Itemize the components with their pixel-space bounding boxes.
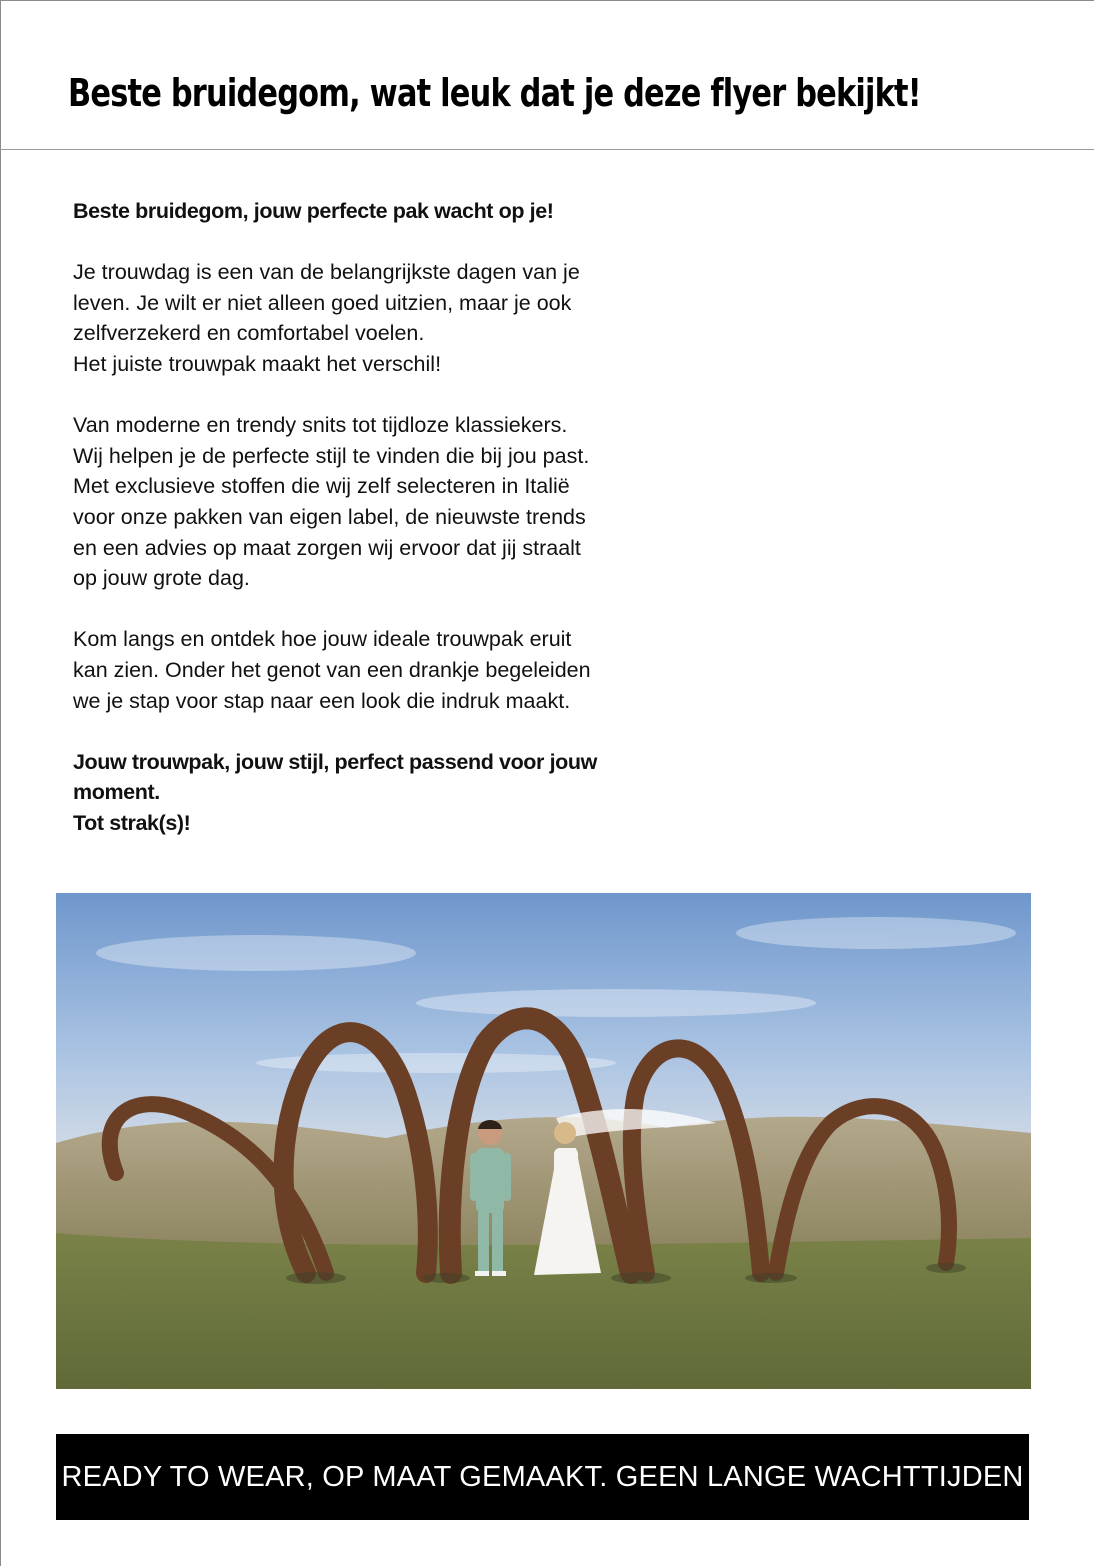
text-line: leven. Je wilt er niet alleen goed uitzien, maar je ook: [73, 290, 572, 315]
header-divider: [0, 149, 1094, 150]
paragraph-trouwdag: [73, 257, 673, 379]
text-line: en een advies op maat zorgen wij ervoor dat jij straalt: [73, 535, 581, 560]
text-line: Jouw trouwpak, jouw stijl, perfect passend voor jouw: [73, 749, 597, 774]
text-line: Wij helpen je de perfecte stijl te vinden die bij jou past.: [73, 443, 590, 468]
promo-banner: [56, 1434, 1029, 1520]
paragraph-kom-langs: [73, 624, 673, 716]
paragraph-stijl: [73, 410, 673, 594]
text-line: zelfverzekerd en comfortabel voelen.: [73, 321, 425, 346]
flyer-body: [73, 196, 673, 838]
closing-statement: [73, 747, 673, 839]
text-line: Kom langs en ontdek hoe jouw ideale trouwpak eruit: [73, 627, 572, 652]
text-line: Tot strak(s)!: [73, 810, 191, 835]
text-line: Van moderne en trendy snits tot tijdloze klassiekers.: [73, 413, 568, 438]
text-line: kan zien. Onder het genot van een drankje begeleiden: [73, 657, 591, 682]
intro-heading: [73, 196, 673, 227]
text-line: Je trouwdag is een van de belangrijkste dagen van je: [73, 260, 580, 285]
text-line: op jouw grote dag.: [73, 566, 250, 591]
text-line: moment.: [73, 780, 160, 805]
page-title: Beste bruidegom, wat leuk dat je deze flyer bekijkt!: [68, 71, 921, 115]
text-line: we je stap voor stap naar een look die indruk maakt.: [73, 688, 571, 713]
text-line: Met exclusieve stoffen die wij zelf selecteren in Italië: [73, 474, 570, 499]
text-line: voor onze pakken van eigen label, de nieuwste trends: [73, 504, 586, 529]
banner-text: READY TO WEAR, OP MAAT GEMAAKT. GEEN LANGE WACHTTIJDEN: [61, 1460, 1024, 1493]
text-line: Het juiste trouwpak maakt het verschil!: [73, 351, 442, 376]
text-line: Beste bruidegom, jouw perfecte pak wacht op je!: [73, 199, 554, 223]
wedding-photo: [56, 893, 1031, 1389]
